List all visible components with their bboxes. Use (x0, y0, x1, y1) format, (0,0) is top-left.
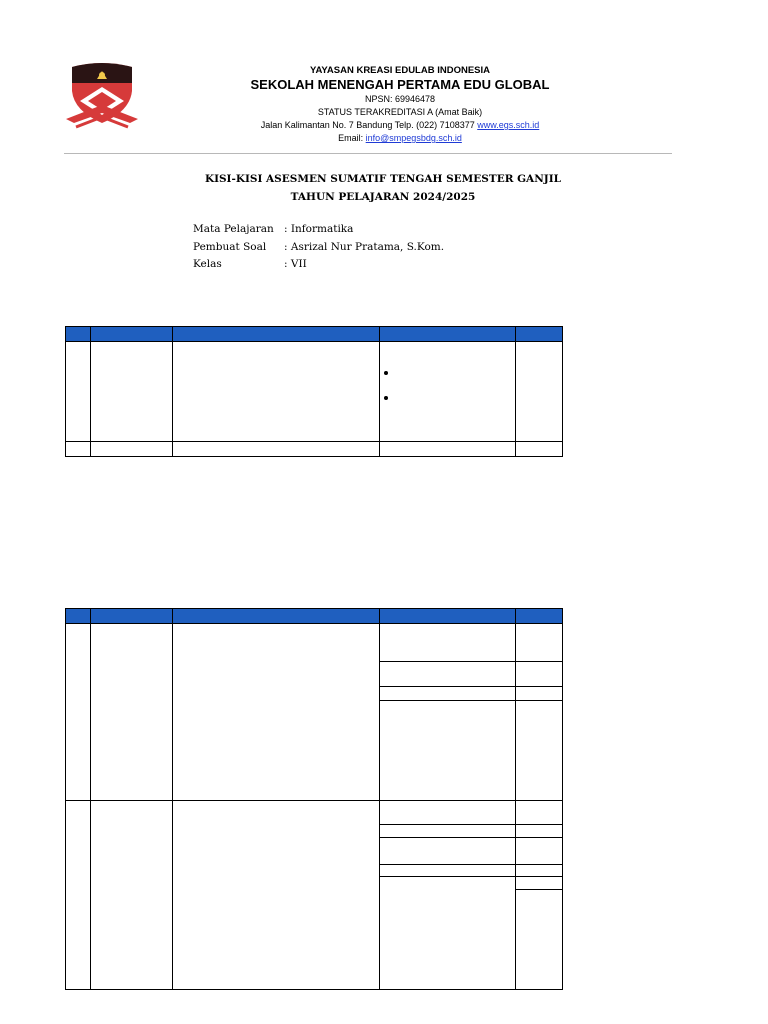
table-1 (65, 326, 563, 457)
address-text: Jalan Kalimantan No. 7 Bandung Telp. (022) 7108377 (260, 120, 478, 130)
meta-label: Mata Pelajaran (193, 223, 274, 235)
meta-value: : Asrizal Nur Pratama, S.Kom. (284, 240, 445, 253)
table-2-header-row (65, 608, 562, 623)
bullet-icon (384, 371, 388, 375)
meta-label: Kelas (193, 258, 222, 270)
email-link[interactable]: info@smpegsbdg.sch.id (365, 133, 462, 143)
school-name: SEKOLAH MENENGAH PERTAMA EDU GLOBAL (250, 77, 550, 92)
title-line-1: KISI-KISI ASESMEN SUMATIF TENGAH SEMESTER GANJIL (204, 173, 562, 185)
website-link[interactable]: www.egs.sch.id (477, 120, 540, 130)
foundation-name: YAYASAN KREASI EDULAB INDONESIA (309, 65, 490, 76)
table-2 (65, 608, 563, 990)
meta-label: Pembuat Soal (193, 240, 267, 253)
npsn: NPSN: 69946478 (364, 94, 436, 104)
table-1-header-row (65, 326, 562, 341)
title-line-2: TAHUN PELAJARAN 2024/2025 (290, 191, 476, 203)
meta-value: : VII (284, 258, 307, 270)
email-label: Email: (338, 133, 366, 143)
accreditation-status: STATUS TERAKREDITASI A (Amat Baik) (317, 107, 483, 117)
bullet-icon (384, 396, 388, 400)
meta-value: : Informatika (284, 223, 354, 235)
